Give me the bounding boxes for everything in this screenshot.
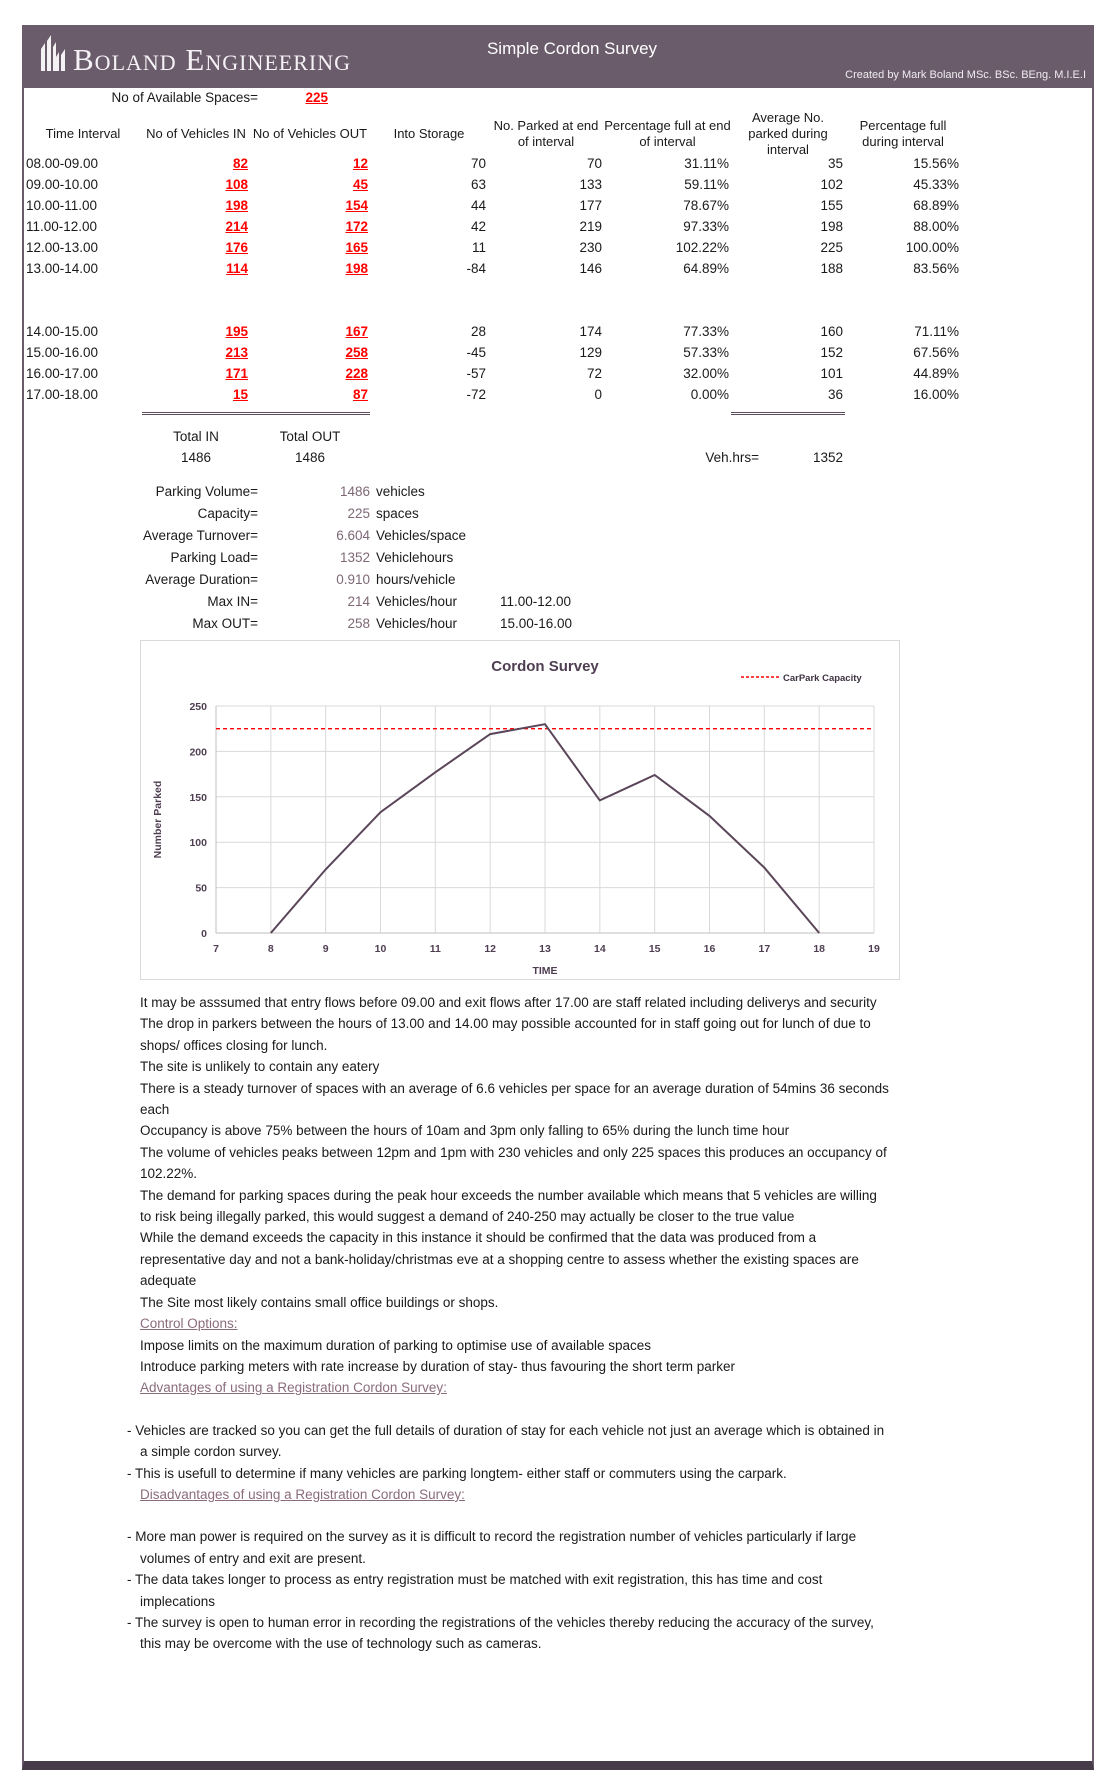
chart-title: Cordon Survey xyxy=(491,658,599,675)
vehicles-out-cell[interactable]: 172 xyxy=(345,219,368,234)
available-spaces-row xyxy=(28,90,372,105)
section-heading: Advantages of using a Registration Cordon Survey: xyxy=(140,1380,447,1396)
stat-unit: hours/vehicle xyxy=(376,572,456,587)
into-storage-cell: -45 xyxy=(466,345,486,360)
vehicles-out-cell[interactable]: 154 xyxy=(345,198,368,213)
pct-full-during-cell: 67.56% xyxy=(913,345,959,360)
pct-full-during-cell: 16.00% xyxy=(913,387,959,402)
col-header: No. Parked at end of interval xyxy=(493,117,599,149)
commentary-paragraph: The site is unlikely to contain any eatery xyxy=(140,1059,380,1075)
vehicles-in-cell[interactable]: 198 xyxy=(225,198,248,213)
stat-label: Parking Load= xyxy=(170,550,258,565)
bullet-item: - The survey is open to human error in recording the registrations of the vehicles thereby reducing the accuracy of the survey, this may be overcome with the use of technology such as cameras. xyxy=(127,1614,874,1652)
stat-value: 258 xyxy=(347,616,370,631)
stat-unit: Vehicles/hour xyxy=(376,616,458,631)
time-interval-cell: 08.00-09.00 xyxy=(26,156,99,171)
bullet-item: - Vehicles are tracked so you can get the full details of duration of stay for each vehicle not just an average which is obtained in a simple cordon survey. xyxy=(127,1422,885,1460)
stat-value: 1352 xyxy=(339,550,370,565)
page-title: Simple Cordon Survey xyxy=(486,39,658,58)
col-header: Percentage full at end of interval xyxy=(604,117,731,149)
time-interval-cell: 17.00-18.00 xyxy=(26,387,99,402)
stat-period: 15.00-16.00 xyxy=(500,616,573,631)
available-spaces-label: No of Available Spaces= xyxy=(111,90,258,105)
avg-parked-cell: 102 xyxy=(820,177,843,192)
avg-parked-cell: 36 xyxy=(827,387,843,402)
parked-end-cell: 133 xyxy=(579,177,602,192)
col-header: No of Vehicles OUT xyxy=(252,125,368,141)
total-out-label: Total OUT xyxy=(279,429,341,444)
commentary-paragraph: There is a steady turnover of spaces with an average of 6.6 vehicles per space for an average duration of 54mins 36 seconds each xyxy=(140,1080,889,1118)
x-tick-label: 19 xyxy=(868,943,880,955)
x-tick-label: 11 xyxy=(429,943,441,955)
avg-parked-cell: 152 xyxy=(820,345,843,360)
time-interval-cell: 15.00-16.00 xyxy=(26,345,99,360)
vehicles-out-cell[interactable]: 198 xyxy=(345,261,368,276)
x-tick-label: 12 xyxy=(484,943,497,955)
available-spaces-value[interactable]: 225 xyxy=(305,90,329,105)
avg-parked-cell: 198 xyxy=(820,219,843,234)
bullet-item: - The data takes longer to process as entry registration must be matched with exit registration, this has time and cost implecations xyxy=(127,1572,823,1609)
time-interval-cell: 14.00-15.00 xyxy=(26,324,99,339)
section-items xyxy=(127,1335,889,1378)
vehicles-out-cell[interactable]: 87 xyxy=(352,387,368,402)
credit-line: Created by Mark Boland MSc. BSc. BEng. M.I.E.I xyxy=(845,69,1086,81)
pct-full-end-cell: 0.00% xyxy=(690,387,729,402)
stat-period xyxy=(488,550,638,572)
stats-block xyxy=(28,484,638,638)
boland-logo-icon xyxy=(40,35,66,71)
parked-end-cell: 129 xyxy=(579,345,602,360)
vehhrs-value: 1352 xyxy=(812,450,843,465)
vehicles-in-cell[interactable]: 114 xyxy=(226,261,248,276)
col-header: Percentage full during interval xyxy=(859,117,947,149)
x-tick-label: 7 xyxy=(213,943,219,955)
parked-end-cell: 146 xyxy=(579,261,602,276)
stat-period xyxy=(488,506,638,528)
into-storage-cell: 63 xyxy=(470,177,486,192)
section-paragraph: Impose limits on the maximum duration of parking to optimise use of available spaces xyxy=(140,1337,651,1353)
vehicles-out-cell[interactable]: 258 xyxy=(345,345,368,360)
pct-full-during-cell: 44.89% xyxy=(913,366,959,381)
pct-full-during-cell: 100.00% xyxy=(905,240,959,255)
stat-label: Average Turnover= xyxy=(143,528,258,543)
x-tick-label: 16 xyxy=(703,943,716,955)
stat-value: 214 xyxy=(347,594,370,609)
logo-text: Boland Engineering xyxy=(73,42,351,77)
into-storage-cell: 44 xyxy=(470,198,486,213)
section-items xyxy=(127,1420,889,1484)
into-storage-cell: -72 xyxy=(466,387,486,402)
y-tick-label: 100 xyxy=(189,837,207,850)
section-heading: Disadvantages of using a Registration Cordon Survey: xyxy=(140,1486,465,1502)
y-tick-label: 150 xyxy=(189,791,207,804)
commentary-paragraph: Occupancy is above 75% between the hours of 10am and 3pm only falling to 65% during the lunch time hour xyxy=(140,1123,790,1139)
vehicles-out-cell[interactable]: 167 xyxy=(345,324,368,339)
y-tick-label: 250 xyxy=(189,701,207,713)
commentary-paragraph: The volume of vehicles peaks between 12pm and 1pm with 230 vehicles and only 225 spaces this produces an occupancy of 102.22%. xyxy=(140,1144,887,1182)
vehicles-in-cell[interactable]: 214 xyxy=(225,219,248,234)
x-tick-label: 9 xyxy=(322,943,329,955)
col-header: Into Storage xyxy=(393,125,465,141)
into-storage-cell: -57 xyxy=(466,366,486,381)
col-header: Time Interval xyxy=(45,125,121,141)
vehhrs-label: Veh.hrs= xyxy=(705,450,759,465)
survey-table xyxy=(24,109,964,471)
stat-unit: Vehiclehours xyxy=(376,550,454,565)
stat-period xyxy=(488,572,638,594)
pct-full-during-cell: 15.56% xyxy=(913,156,959,171)
vehicles-out-cell[interactable]: 45 xyxy=(352,177,368,192)
y-tick-label: 200 xyxy=(189,746,207,759)
parked-end-cell: 219 xyxy=(579,219,602,234)
vehicles-in-cell[interactable]: 195 xyxy=(225,324,248,339)
double-underline-inout xyxy=(142,409,370,415)
parked-end-cell: 0 xyxy=(594,387,602,402)
stat-label: Max OUT= xyxy=(192,616,258,631)
time-interval-cell: 16.00-17.00 xyxy=(26,366,99,381)
vehicles-in-cell[interactable]: 176 xyxy=(225,240,248,255)
col-header: No of Vehicles IN xyxy=(146,125,246,141)
time-interval-cell: 12.00-13.00 xyxy=(26,240,99,255)
parked-end-cell: 72 xyxy=(586,366,602,381)
vehicles-in-cell[interactable]: 15 xyxy=(232,387,248,402)
commentary-paragraph: The Site most likely contains small office buildings or shops. xyxy=(140,1294,499,1310)
header-band xyxy=(22,25,1094,88)
bullet-item: - More man power is required on the survey as it is difficult to record the registration number of vehicles particularly if large volumes of entry and exit are present. xyxy=(127,1529,857,1566)
time-interval-cell: 13.00-14.00 xyxy=(26,261,99,276)
commentary-paragraph: The demand for parking spaces during the peak hour exceeds the number available which means that 5 vehicles are willing to risk being illegally parked, this would suggest a demand of 240-250 may actually be closer to the true value xyxy=(140,1187,877,1225)
vehicles-in-cell[interactable]: 82 xyxy=(232,156,248,171)
section-paragraph: Introduce parking meters with rate increase by duration of stay- thus favouring the short term parker xyxy=(140,1358,736,1374)
parked-end-cell: 177 xyxy=(579,198,602,213)
text-block xyxy=(127,992,889,1655)
x-tick-label: 17 xyxy=(758,943,771,955)
commentary-paragraph: The drop in parkers between the hours of 13.00 and 14.00 may possible accounted for in staff going out for lunch of due to shops/ offices closing for lunch. xyxy=(140,1016,871,1053)
stat-label: Max IN= xyxy=(207,594,258,609)
sections xyxy=(127,1313,889,1655)
section-heading: Control Options: xyxy=(140,1316,238,1332)
pct-full-end-cell: 102.22% xyxy=(675,240,729,255)
stat-value: 225 xyxy=(347,506,370,521)
pct-full-during-cell: 83.56% xyxy=(913,261,959,276)
time-interval-cell: 10.00-11.00 xyxy=(26,198,98,213)
stat-period: 11.00-12.00 xyxy=(500,594,572,609)
pct-full-end-cell: 57.33% xyxy=(683,345,729,360)
y-tick-label: 0 xyxy=(201,928,207,940)
parked-end-cell: 230 xyxy=(579,240,602,255)
stat-label: Average Duration= xyxy=(145,572,258,587)
stat-unit: Vehicles/space xyxy=(376,528,467,543)
x-tick-label: 10 xyxy=(374,943,387,955)
commentary xyxy=(127,992,889,1313)
x-tick-label: 8 xyxy=(267,943,274,955)
pct-full-end-cell: 59.11% xyxy=(684,177,729,192)
stat-unit: spaces xyxy=(376,506,419,521)
section-items xyxy=(127,1526,889,1654)
vehicles-in-cell[interactable]: 171 xyxy=(225,366,248,381)
double-underline-avg xyxy=(731,409,845,415)
cordon-survey-chart xyxy=(141,641,899,979)
table-gap xyxy=(24,282,961,324)
stat-period xyxy=(488,484,638,506)
pct-full-end-cell: 77.33% xyxy=(683,324,729,339)
avg-parked-cell: 225 xyxy=(820,240,843,255)
time-interval-cell: 09.00-10.00 xyxy=(26,177,99,192)
vehicles-in-cell[interactable]: 108 xyxy=(225,177,248,192)
x-tick-label: 15 xyxy=(648,943,661,955)
into-storage-cell: -84 xyxy=(466,261,486,276)
pct-full-end-cell: 32.00% xyxy=(683,366,729,381)
vehicles-out-cell[interactable]: 228 xyxy=(345,366,368,381)
x-tick-label: 13 xyxy=(539,943,551,955)
logo xyxy=(40,35,351,75)
pct-full-end-cell: 31.11% xyxy=(684,156,729,171)
stat-unit: Vehicles/hour xyxy=(376,594,458,609)
into-storage-cell: 11 xyxy=(471,240,486,255)
avg-parked-cell: 155 xyxy=(820,198,843,213)
time-interval-cell: 11.00-12.00 xyxy=(26,219,98,234)
pct-full-during-cell: 88.00% xyxy=(913,219,959,234)
into-storage-cell: 70 xyxy=(470,156,486,171)
into-storage-cell: 42 xyxy=(470,219,486,234)
commentary-paragraph: It may be asssumed that entry flows before 09.00 and exit flows after 17.00 are staff related including deliverys and security xyxy=(140,995,877,1010)
bullet-item: - This is usefull to determine if many vehicles are parking longtem- either staff or commuters using the carpark. xyxy=(127,1465,787,1481)
avg-parked-cell: 160 xyxy=(820,324,843,339)
vehicles-out-cell[interactable]: 165 xyxy=(345,240,368,255)
avg-parked-cell: 35 xyxy=(827,156,843,171)
avg-parked-cell: 101 xyxy=(820,366,843,381)
stat-label: Capacity= xyxy=(197,506,258,521)
x-tick-label: 18 xyxy=(813,943,826,955)
avg-parked-cell: 188 xyxy=(820,261,843,276)
stat-period xyxy=(488,528,638,550)
stat-value: 1486 xyxy=(339,484,370,499)
legend-label: CarPark Capacity xyxy=(783,673,862,684)
parked-end-cell: 174 xyxy=(579,324,602,339)
stat-label: Parking Volume= xyxy=(155,484,258,499)
total-in-label: Total IN xyxy=(173,429,219,444)
col-header: Average No. parked during interval xyxy=(748,109,828,158)
y-tick-label: 50 xyxy=(195,882,207,895)
pct-full-end-cell: 78.67% xyxy=(683,198,729,213)
pct-full-during-cell: 68.89% xyxy=(913,198,959,213)
stat-value: 0.910 xyxy=(336,572,370,587)
pct-full-end-cell: 97.33% xyxy=(683,219,729,234)
x-axis-title: TIME xyxy=(532,965,558,977)
total-in-value: 1486 xyxy=(180,450,212,465)
parked-end-cell: 70 xyxy=(586,156,602,171)
x-tick-label: 14 xyxy=(593,943,606,955)
vehicles-out-cell[interactable]: 12 xyxy=(352,156,368,171)
into-storage-cell: 28 xyxy=(470,324,486,339)
pct-full-end-cell: 64.89% xyxy=(683,261,729,276)
chart-frame xyxy=(140,640,900,980)
y-axis-title: Number Parked xyxy=(152,780,164,859)
commentary-paragraph: While the demand exceeds the capacity in this instance it should be confirmed that the data was produced from a representative day and not a bank-holiday/christmas eve at a shopping centre to assess whether the existing spaces are adequate xyxy=(140,1230,859,1289)
stat-value: 6.604 xyxy=(336,528,370,543)
vehicles-in-cell[interactable]: 213 xyxy=(225,345,248,360)
pct-full-during-cell: 45.33% xyxy=(913,177,959,192)
pct-full-during-cell: 71.11% xyxy=(914,324,959,339)
total-out-value: 1486 xyxy=(294,450,326,465)
stat-unit: vehicles xyxy=(376,484,425,499)
